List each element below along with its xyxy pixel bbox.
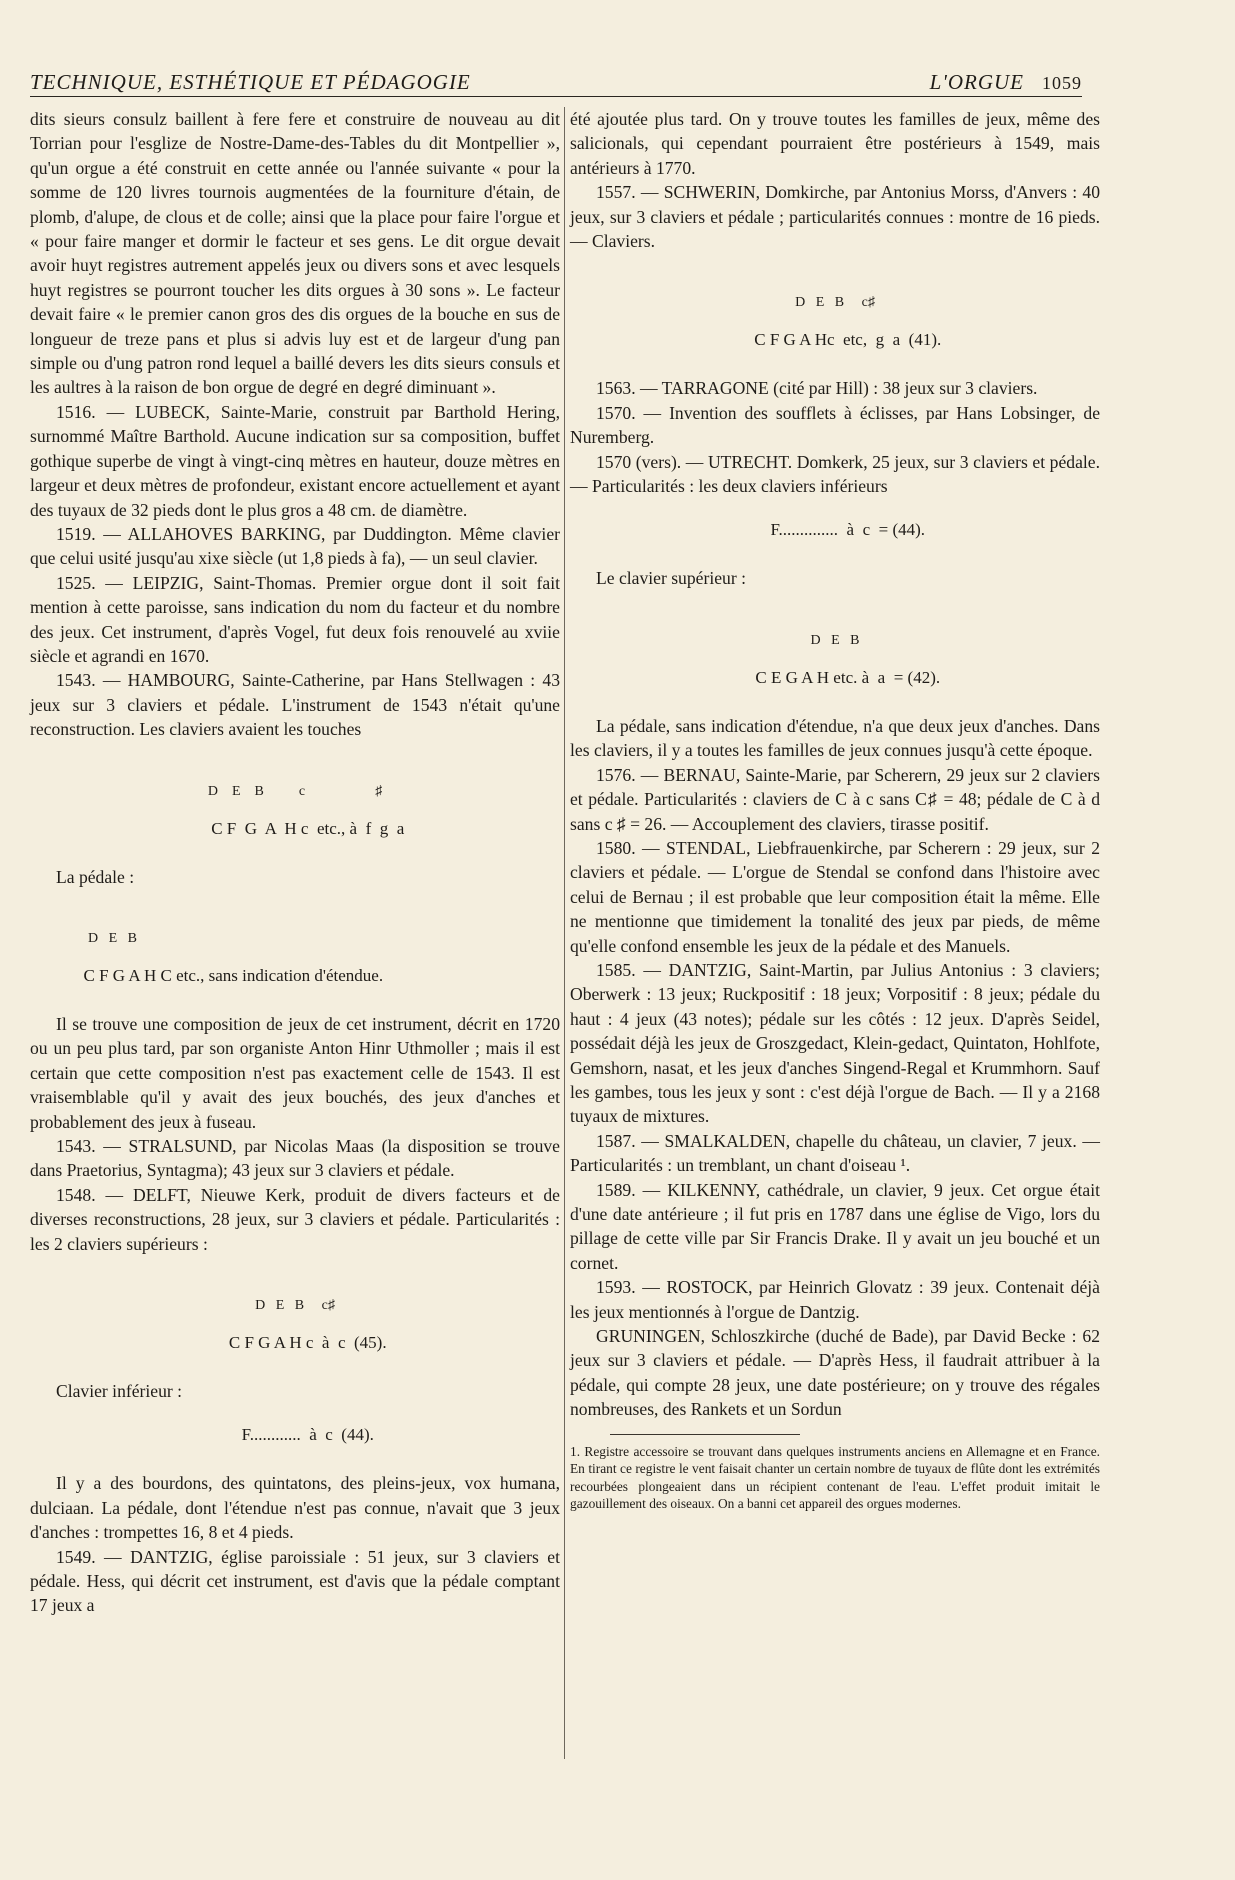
keyboard-range-formula [30, 744, 560, 859]
formula-line: F............ à c (44). [241, 1425, 374, 1445]
formula-line: C F G A H C etc., sans indication d'étendue. [83, 965, 384, 985]
paragraph: 1593. — ROSTOCK, par Heinrich Glovatz : 39 jeux. Contenait déjà les jeux mentionnés à l'orgue de Dantzig. [570, 1277, 1100, 1322]
paragraph: 1580. — STENDAL, Liebfrauenkirche, par Scherern : 29 jeux, sur 2 claviers et pédale. — L'orgue de Stendal se confond dans l'histoire avec celui de Bernau ; il est probable que leur composition était la même. Elle ne mentionne que timidement la tonalité des jeux par pieds, de même qu'elle confond ensemble les jeux de la pédale et des Manuels. [570, 837, 1100, 956]
formula-line: F.............. à c = (44). [770, 520, 926, 540]
paragraph: Il y a des bourdons, des quintatons, des pleins-jeux, vox humana, dulciaan. La pédale, dont l'étendue n'est pas connue, n'avait que 3 jeux d'anches : trompettes 16, 8 et 4 pieds. [30, 1473, 560, 1543]
paragraph: 1585. — DANTZIG, Saint-Martin, par Julius Antonius : 3 claviers; Oberwerk : 13 jeux; Ruckpositif : 18 jeux; Vorpositif : 8 jeux; pédale du haut : 4 jeux (43 notes); pédale sur les côtés : 12 jeux. D'après Seidel, possédait déjà les jeux de Groszgedact, Klein-gedact, Quintaton, Hohlfote, Gemshorn, nasat, et les jeux d'anches Singend-Regal et Krummhorn. Sauf les gambes, tous les jeux y sont : c'est déjà l'orgue de Bach. — Il y a 2168 tuyaux de mixtures. [570, 959, 1100, 1127]
paragraph: 1516. — LUBECK, Sainte-Marie, construit par Barthold Hering, surnommé Maître Barthold. Aucune indication sur sa composition, buffet gothique superbe de vingt à vingt-cinq mètres en hauteur, douze mètres en largeur et deux mètres de profondeur, existant encore actuellement et ayant des tuyaux de 32 pieds dont le plus gros a 48 cm. de diamètre. [30, 401, 560, 520]
paragraph: GRUNINGEN, Schloszkirche (duché de Bade), par David Becke : 62 jeux sur 3 claviers et pédale. — D'après Hess, il faudrait attribuer à la pédale, qui compte 28 jeux, une date postérieure; on y trouve des régales nombreuses, des Rankets et un Sordun [570, 1326, 1100, 1420]
paragraph: Le clavier supérieur : [596, 568, 746, 589]
header-section-title: TECHNIQUE, ESTHÉTIQUE ET PÉDAGOGIE [30, 70, 471, 94]
formula-line: C F G A H c à c (45). [228, 1333, 387, 1353]
paragraph: 1549. — DANTZIG, église paroissiale : 51 jeux, sur 3 claviers et pédale. Hess, qui décrit cet instrument, est d'avis que la pédale comptant 17 jeux a [30, 1546, 560, 1616]
paragraph: La pédale : [56, 866, 135, 887]
keyboard-range-formula [570, 255, 1100, 370]
keyboard-range-formula [570, 593, 1100, 708]
paragraph: 1563. — TARRAGONE (cité par Hill) : 38 jeux sur 3 claviers. [596, 378, 1038, 399]
header-chapter-title: L'ORGUE [929, 70, 1024, 94]
paragraph: 1557. — SCHWERIN, Domkirche, par Antonius Morss, d'Anvers : 40 jeux, sur 3 claviers et pédale ; particularités connues : montre de 16 pieds. — Claviers. [570, 182, 1100, 252]
header-right [930, 70, 1082, 95]
formula-line: C F G A H c etc., à f g a [211, 818, 405, 838]
formula-superscript: D E B [88, 930, 137, 946]
paragraph: 1589. — KILKENNY, cathédrale, un clavier, 9 jeux. Cet orgue était d'une date antérieure ; il fut pris en 1787 dans une église de Vigo, lors du pillage de cette ville par Sir Francis Drake. Il y avait un jeu bouché et un cornet. [570, 1179, 1100, 1273]
keyboard-range-formula [30, 1258, 560, 1373]
paragraph: La pédale, sans indication d'étendue, n'a que deux jeux d'anches. Dans les claviers, il y a toutes les familles de jeux connues jusqu'à cette époque. [570, 715, 1100, 761]
left-column [30, 107, 560, 1618]
paragraph: Clavier inférieur : [56, 1381, 183, 1402]
formula-line: C E G A H etc. à a = (42). [755, 667, 941, 687]
right-column [570, 107, 1100, 1513]
paragraph: 1543. — HAMBOURG, Sainte-Catherine, par Hans Stellwagen : 43 jeux sur 3 claviers et pédale. L'instrument de 1543 n'était qu'une reconstruction. Les claviers avaient les touches [30, 670, 560, 740]
keyboard-range-formula [30, 1405, 560, 1465]
formula-superscript: D E B c♯ [255, 1298, 335, 1314]
formula-superscript: D E B c ♯ [207, 783, 383, 799]
page-number: 1059 [1042, 73, 1082, 93]
running-header [30, 70, 1082, 97]
pedal-range-formula [30, 891, 560, 1006]
paragraph: 1570 (vers). — UTRECHT. Domkerk, 25 jeux, sur 3 claviers et pédale. — Particularités : les deux claviers inférieurs [570, 451, 1100, 497]
paragraph: 1548. — DELFT, Nieuwe Kerk, produit de divers facteurs et de diverses reconstructions, 28 jeux, sur 3 claviers et pédale. Particularités : les 2 claviers supérieurs : [30, 1184, 560, 1254]
formula-superscript: D E B [810, 632, 860, 648]
keyboard-range-formula [570, 500, 1100, 560]
column-divider [564, 107, 565, 1759]
paragraph: dits sieurs consulz baillent à fere fere et construire de nouveau au dit Torrian pour l'esglize de Nostre-Dame-des-Tables du dit Montpellier », qu'un orgue a été construit en cette année ou l'année suivante « pour la somme de 120 livres tournois augmentées de la fourniture d'étain, de plomb, d'alupe, de clous et de colle; ainsi que la place pour faire l'orgue et « pour faire manger et dormir le facteur et ses gens. Le dit orgue devait avoir huyt registres autrement appelés jeux ou divers sons et avec lesquels huyt registres se pourront toucher les dits orgues à 30 sons ». Le facteur devait faire « le premier canon gros des dis orgues de la bouche en sus de longueur de treze pans et plus si advis luy est et de largeur d'ung pan simple ou d'ung patron rond lequel a baillé devers les dits sieurs consuls et les aultres à la raison de bon orgue de degré en degré diminuant ». [30, 109, 560, 398]
paragraph: Il se trouve une composition de jeux de cet instrument, décrit en 1720 ou un peu plus tard, par son organiste Anton Hinr Uthmoller ; mais il est certain que cette composition n'est pas exactement celle de 1543. Il est vraisemblable qu'il y avait des jeux bouchés, des jeux d'anches et probablement des jeux à fuseau. [30, 1013, 560, 1132]
formula-line: C F G A Hc etc, g a (41). [754, 330, 942, 350]
footnote-rule [610, 1434, 800, 1435]
paragraph: 1576. — BERNAU, Sainte-Marie, par Scherern, 29 jeux sur 2 claviers et pédale. Particularités : claviers de C à c sans C♯ = 48; pédale de C à d sans c ♯ = 26. — Accouplement des claviers, tirasse positif. [570, 764, 1100, 834]
paragraph: 1525. — LEIPZIG, Saint-Thomas. Premier orgue dont il soit fait mention à cette paroisse, sans indication du nom du facteur et du nombre des jeux. Cet instrument, d'après Vogel, fut deux fois renouvelé au xviie siècle et agrandi en 1670. [30, 572, 560, 666]
formula-superscript: D E B c♯ [795, 295, 875, 311]
paragraph: 1587. — SMALKALDEN, chapelle du château, un clavier, 7 jeux. — Particularités : un tremblant, un chant d'oiseau ¹. [570, 1130, 1100, 1176]
paragraph: été ajoutée plus tard. On y trouve toutes les familles de jeux, même des salicionals, qui cependant pourraient être postérieurs à 1549, mais antérieurs à 1770. [570, 109, 1100, 178]
paragraph: 1543. — STRALSUND, par Nicolas Maas (la disposition se trouve dans Praetorius, Syntagma); 43 jeux sur 3 claviers et pédale. [30, 1136, 560, 1181]
paragraph: 1570. — Invention des soufflets à éclisses, par Hans Lobsinger, de Nuremberg. [570, 402, 1100, 448]
paragraph: 1519. — ALLAHOVES BARKING, par Duddington. Même clavier que celui usité jusqu'au xixe siècle (ut 1,8 pieds à fa), — un seul clavier. [30, 523, 560, 569]
footnote: 1. Registre accessoire se trouvant dans quelques instruments anciens en Allemagne et en France. En tirant ce registre le vent faisait chanter un certain nombre de tuyaux de flûte dont les extrémités recourbées plongeaient dans un récipient contenant de l'eau. L'effet produit imitait le gazouillement des oiseaux. On a banni cet appareil des orgues modernes. [570, 1443, 1100, 1512]
